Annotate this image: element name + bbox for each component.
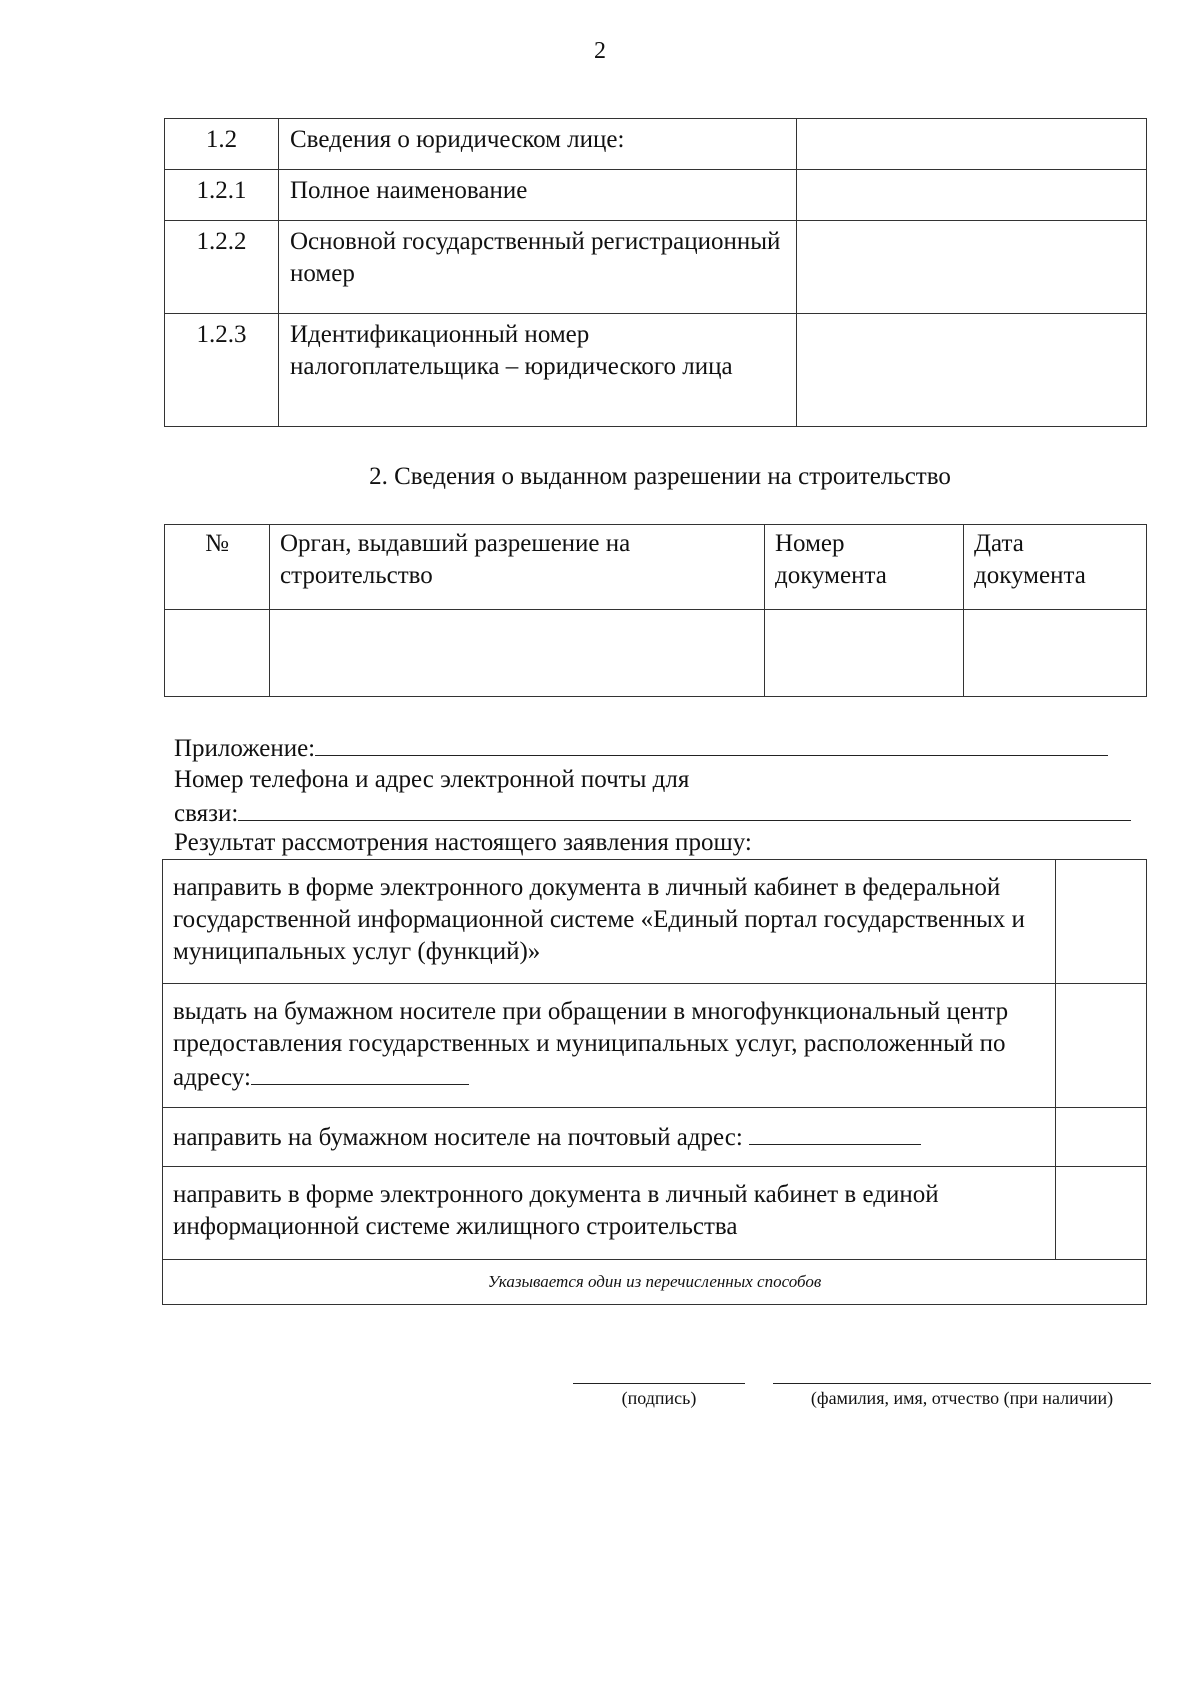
delivery-option-row (163, 860, 1147, 984)
signature-caption: (подпись) (621, 1388, 697, 1408)
delivery-options-table (162, 859, 1147, 1305)
row-number: 1.2 (165, 119, 279, 170)
delivery-option-checkbox[interactable] (1055, 984, 1146, 1108)
delivery-option-cell (163, 984, 1056, 1108)
page-number: 2 (594, 38, 606, 64)
attachment-label: Приложение: (174, 735, 316, 762)
delivery-option-row (163, 984, 1147, 1108)
cell-doc-date-field[interactable] (964, 610, 1147, 697)
delivery-option-checkbox[interactable] (1055, 860, 1146, 984)
row-number: 1.2.3 (165, 314, 279, 427)
row-label: Идентификационный номер налогоплательщика – юридического лица (279, 314, 797, 427)
full-name-field[interactable] (773, 1383, 1151, 1384)
table-row (165, 119, 1147, 170)
cell-number-field[interactable] (165, 610, 270, 697)
row-number: 1.2.1 (165, 170, 279, 221)
header-doc-number: Номер документа (765, 525, 964, 610)
signature-field[interactable] (573, 1383, 745, 1384)
delivery-option-cell (163, 1108, 1056, 1167)
row-label: Основной государственный регистрационный номер (279, 221, 797, 314)
row-number: 1.2.2 (165, 221, 279, 314)
delivery-option-text: направить на бумажном носителе на почтовый адрес: (173, 1124, 743, 1151)
delivery-option-text: выдать на бумажном носителе при обращении в многофункциональный центр предоставления государственных и муниципальных услуг, расположенный по адресу: (173, 998, 1009, 1091)
row-label: Полное наименование (279, 170, 797, 221)
table-row (165, 314, 1147, 427)
table-header-row (165, 525, 1147, 610)
contact-label-line1: Номер телефона и адрес электронной почты для (174, 766, 690, 793)
cell-doc-number-field[interactable] (765, 610, 964, 697)
table-row (165, 221, 1147, 314)
postal-address-field[interactable] (749, 1120, 921, 1145)
row-label: Сведения о юридическом лице: (279, 119, 797, 170)
contact-field[interactable] (238, 796, 1131, 821)
delivery-option-text: направить в форме электронного документа в личный кабинет в федеральной государственной информационной системе «Единый портал государственных и муниципальных услуг (функций)» (163, 860, 1056, 984)
mfc-address-field[interactable] (251, 1060, 469, 1085)
table-row (165, 610, 1147, 697)
delivery-option-row (163, 1167, 1147, 1260)
header-doc-date: Дата документа (964, 525, 1147, 610)
section-title: 2. Сведения о выданном разрешении на строительство (369, 463, 951, 490)
attachment-row (174, 731, 1108, 765)
full-name-caption: (фамилия, имя, отчество (при наличии) (810, 1388, 1114, 1408)
row-value-field[interactable] (797, 314, 1147, 427)
delivery-option-row (163, 1108, 1147, 1167)
delivery-note-row (163, 1260, 1147, 1305)
header-organ: Орган, выдавший разрешение на строительство (270, 525, 765, 610)
row-value-field[interactable] (797, 170, 1147, 221)
permit-table (164, 524, 1147, 697)
delivery-option-text: направить в форме электронного документа в личный кабинет в единой информационной системе жилищного строительства (163, 1167, 1056, 1260)
row-value-field[interactable] (797, 221, 1147, 314)
delivery-option-checkbox[interactable] (1055, 1108, 1146, 1167)
contact-label-line2: связи: (174, 800, 239, 827)
table-row (165, 170, 1147, 221)
contact-row (174, 796, 1131, 830)
attachment-field[interactable] (315, 731, 1108, 756)
result-label: Результат рассмотрения настоящего заявления прошу: (174, 829, 752, 856)
cell-organ-field[interactable] (270, 610, 765, 697)
row-value-field[interactable] (797, 119, 1147, 170)
header-number: № (165, 525, 270, 610)
applicant-info-table (164, 118, 1147, 427)
delivery-option-checkbox[interactable] (1055, 1167, 1146, 1260)
delivery-note: Указывается один из перечисленных способов (163, 1260, 1147, 1305)
